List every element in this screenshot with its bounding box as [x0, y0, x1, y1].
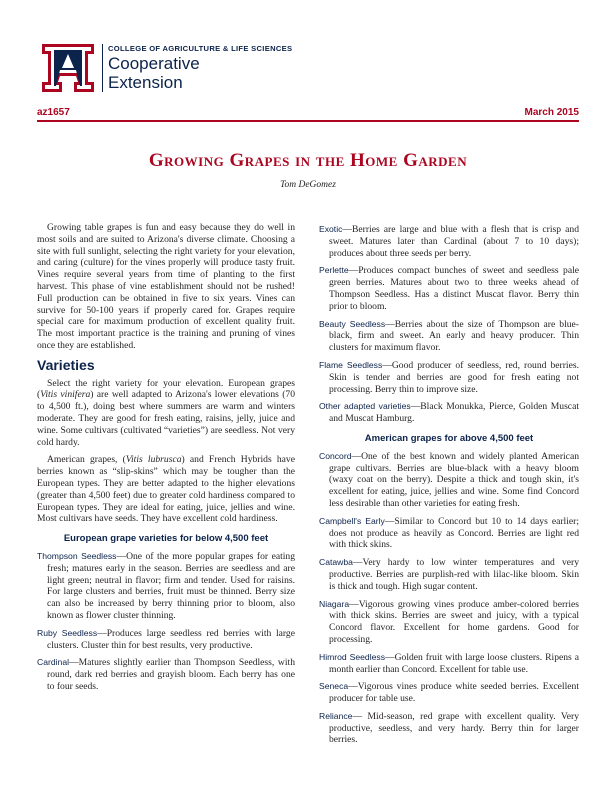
variety-entry: Perlette—Produces compact bunches of sweet and seedless pale green berries. Matures about two to three weeks ahead of Thompson Seedless. Has a distinct Muscat flavor. Berry thin prior to bloom. [319, 265, 579, 312]
header-divider [102, 44, 103, 92]
variety-entry: Concord—One of the best known and widely planted American grape cultivars. Berries are blue-black with a heavy bloom (waxy coat on the berry). Despite a thick and tough skin, it's excellent for eating, juice, jellies and wine. Some find Concord less desirable than other varieties for eating fresh. [319, 450, 579, 509]
right-column [319, 224, 579, 752]
variety-entry: Catawba—Very hardy to low winter temperatures and very productive. Berries are purplish-red with lilac-like bloom. Skin is thick and tough. High sugar content. [319, 557, 579, 592]
publication-number: az1657 [37, 107, 70, 118]
intro-paragraph: Growing table grapes is fun and easy because they do well in most soils and are suited to Arizona's diverse climate. Choosing a site with full sunlight, selecting the right variety for your elevation, and caring (culture) for the vines properly will produce tasty fruit. Vines require several years from time of planting to the first harvest. This phase of vine establishment should not be rushed! Full production can be obtained in five to six years. Vines can survive for 50-100 years if properly cared for. Grapes require special care for maximum production of excellent quality fruit. The most important practice is the training and pruning of vines once they are established. [37, 222, 295, 351]
variety-entry: Ruby Seedless—Produces large seedless red berries with large clusters. Cluster thin for best results, very productive. [37, 627, 295, 651]
left-column [37, 222, 295, 699]
variety-entry: Thompson Seedless—One of the more popular grapes for eating fresh; matures early in the season. Berries are seedless and are light green; neutral in flavor; firm and tender. Used for raisins. For large clusters and berries, fruit must be thinned. Berry size can also be increased by berry thinning prior to bloom, also known as flower cluster thinning. [37, 550, 296, 621]
varieties-paragraph-2: American grapes, (Vitis lubrusca) and French Hybrids have berries known as “slip-skins” which may be tougher than the European types. They are better adapted to the higher elevations (greater than 4,500 feet) due to greater cold hardiness compared to European types. They are ideal for eating, juice, jellies and wine. Most cultivars have seeds. They have excellent cold hardiness. [37, 454, 295, 525]
european-heading: European grape varieties for below 4,500 feet [63, 533, 269, 545]
variety-entry: Niagara—Vigorous growing vines produce amber-colored berries with thick skins. Berries are sweet and juicy, with a typical Concord flavor. Excellent for home gardens. Good for processing. [319, 598, 579, 645]
variety-entry: Exotic—Berries are large and blue with a flesh that is crisp and sweet. Matures later than Cardinal (about 7 to 10 days); produces about three seeds per berry. [319, 224, 579, 259]
college-name: COLLEGE OF AGRICULTURE & LIFE SCIENCES [108, 44, 293, 53]
variety-entry: Other adapted varieties—Black Monukka, Pierce, Golden Muscat and Muscat Hamburg. [319, 401, 579, 425]
document-title: Growing Grapes in the Home Garden [148, 150, 468, 171]
variety-entry: Campbell's Early—Similar to Concord but 10 to 14 days earlier; does not produce as heavily as Concord. Berries are light red with thick skins. [319, 515, 579, 551]
varieties-heading: Varieties [37, 356, 95, 373]
varieties-paragraph-1: Select the right variety for your elevation. European grapes (Vitis vinifera) are well adapted to Arizona's lower elevations (70 to 4,500 ft.), doing best where summers are warm and winters moderate. They are good for fresh eating, raisins, jelly, juice and wine. Some cultivars (cultivated “varieties”) are seedless. Not very cold hardy. [37, 377, 295, 448]
variety-entry: Himrod Seedless—Golden fruit with large loose clusters. Ripens a month earlier than Concord. Excellent for table use. [319, 651, 579, 675]
variety-entry: Beauty Seedless—Berries about the size of Thompson are blue-black, firm and sweet. An early and heavy producer. Thin clusters for maximum flavor. [319, 318, 580, 354]
university-logo [38, 40, 98, 96]
variety-entry: Cardinal—Matures slightly earlier than Thompson Seedless, with round, dark red berries and grayish bloom. Each berry has one to four seeds. [37, 657, 295, 692]
author: Tom DeGomez [280, 180, 336, 190]
publication-date: March 2015 [524, 107, 579, 118]
variety-entry: Reliance— Mid-season, red grape with excellent quality. Very productive, seedless, and very hardy. Berry thin for larger berries. [319, 710, 579, 746]
header-rule [37, 120, 579, 122]
american-heading: American grapes for above 4,500 feet [364, 432, 534, 444]
variety-entry: Flame Seedless—Good producer of seedless, red, round berries. Skin is tender and berries are good for fresh eating not processing. Berry thin to improve size. [319, 359, 579, 395]
extension-label: Extension [108, 73, 183, 92]
cooperative-label: Cooperative [108, 54, 200, 73]
variety-entry: Seneca—Vigorous vines produce white seeded berries. Excellent producer for table use. [319, 681, 579, 705]
